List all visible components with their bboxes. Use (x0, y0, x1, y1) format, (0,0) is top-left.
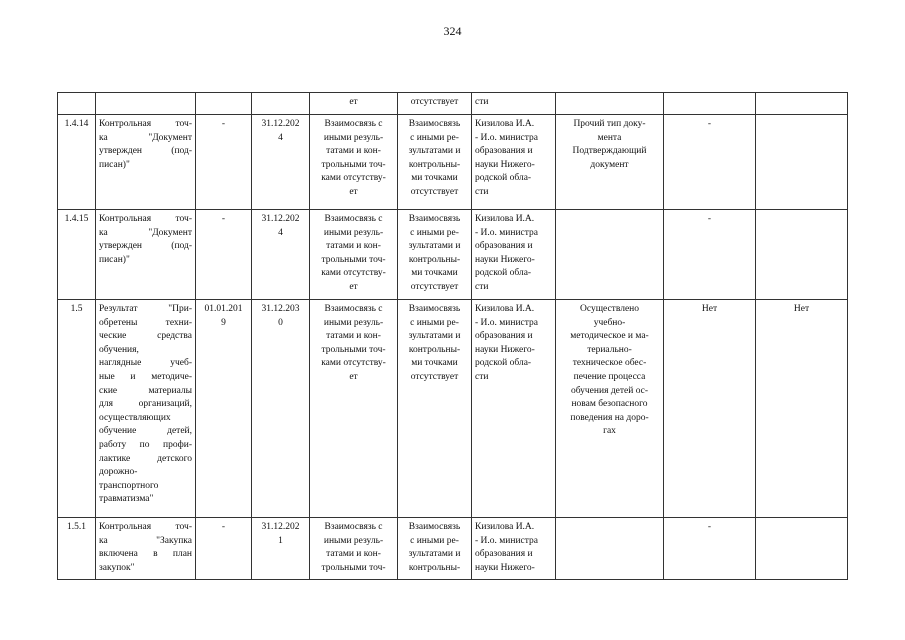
cell-text-line: Результат "При- (99, 304, 192, 314)
cell-text-line: зультатами и (408, 146, 461, 157)
cell-responsible (472, 300, 556, 518)
cell-responsible (472, 210, 556, 300)
cell-text-line: ет (349, 281, 358, 292)
cell-text-line: ками отсутству- (321, 358, 386, 369)
cell-text-line: родской обла- (475, 358, 532, 369)
cell-text-line: Взаимосвязь (408, 304, 461, 314)
cell-result (556, 93, 664, 115)
cell-text-line: образования и (475, 549, 533, 560)
table-row (58, 300, 848, 518)
cell-text-line: документ (590, 159, 629, 170)
cell-extra (756, 300, 848, 518)
cell-text-line: татами и кон- (326, 331, 381, 342)
cell-text-line: ет (349, 371, 358, 382)
cell-num (58, 518, 96, 580)
cell-text-line: ет (349, 97, 358, 107)
cell-text-line: зультатами и (408, 549, 461, 560)
cell-num (58, 210, 96, 300)
cell-extra (756, 210, 848, 300)
cell-text-line: писан)" (99, 159, 130, 170)
cell-text-line: - И.о. министра (475, 535, 538, 546)
cell-text-line: Контрольная точ- (99, 522, 192, 532)
cell-start (196, 300, 252, 518)
cell-text-line: закупок" (99, 562, 135, 573)
cell-text-line: Кизилова И.А. (475, 214, 535, 224)
cell-indicator (664, 93, 756, 115)
cell-docs (398, 93, 472, 115)
cell-text-line: обучения, (99, 344, 139, 355)
cell-text-line: транспортного (99, 480, 159, 491)
cell-text-line: Кизилова И.А. (475, 119, 535, 129)
cell-text-line: отсутствует (410, 371, 459, 382)
cell-text-line: ческие средства (99, 331, 192, 342)
cell-text-line: 1.4.15 (64, 214, 89, 224)
cell-text-line: техническое обес- (572, 358, 647, 369)
cell-text-line: ми точками (411, 268, 458, 279)
cell-text-line: ка "Закупка (99, 535, 192, 546)
cell-text-line: науки Нижего- (475, 344, 535, 355)
cell-text-line: наглядные учеб- (99, 358, 192, 369)
cell-text-line: иными резуль- (323, 227, 384, 238)
cell-responsible (472, 115, 556, 210)
cell-text-line: териально- (587, 344, 632, 355)
cell-docs (398, 518, 472, 580)
cell-text-line: обучения детей ос- (570, 385, 649, 396)
cell-num (58, 115, 96, 210)
cell-text-line: сти (475, 371, 489, 382)
cell-effect (310, 93, 398, 115)
cell-text-line: отсутствует (410, 186, 459, 197)
cell-end (252, 115, 310, 210)
cell-responsible (472, 93, 556, 115)
cell-result (556, 115, 664, 210)
cell-effect (310, 300, 398, 518)
cell-extra (756, 518, 848, 580)
cell-text-line: 1.4.14 (64, 119, 89, 129)
cell-text-line: отсутствует (410, 281, 459, 292)
cell-end (252, 300, 310, 518)
cell-num (58, 93, 96, 115)
cell-text-line: дорожно- (99, 467, 138, 478)
cell-text-line: ет (349, 186, 358, 197)
cell-indicator (664, 115, 756, 210)
cell-text-line: мента (597, 132, 622, 143)
cell-text-line: сти (475, 97, 489, 107)
cell-text-line: Взаимосвязь с (324, 214, 383, 224)
cell-name (96, 518, 196, 580)
cell-text-line: иными резуль- (323, 317, 384, 328)
cell-text-line: Подтверждающий (572, 146, 647, 157)
document-table (57, 92, 848, 580)
cell-docs (398, 115, 472, 210)
cell-text-line: контрольны- (408, 254, 461, 265)
cell-text-line: татами и кон- (326, 241, 381, 252)
cell-text-line: трольными точ- (321, 562, 386, 573)
cell-text-line: Осуществлено (580, 304, 639, 314)
page-number: 324 (443, 24, 462, 38)
table-row (58, 210, 848, 300)
cell-text-line: утвержден (под- (99, 146, 192, 157)
cell-text-line: ками отсутству- (321, 173, 386, 184)
cell-text-line: Кизилова И.А. (475, 522, 535, 532)
cell-text-line: науки Нижего- (475, 562, 535, 573)
cell-text-line: науки Нижего- (475, 254, 535, 265)
cell-text-line: - (707, 119, 712, 129)
cell-start (196, 115, 252, 210)
cell-text-line: 4 (278, 227, 283, 238)
cell-text-line: Нет (701, 304, 718, 314)
cell-text-line: трольными точ- (321, 254, 386, 265)
cell-end (252, 518, 310, 580)
cell-text-line: с иными ре- (410, 317, 459, 328)
cell-text-line: 0 (278, 317, 283, 328)
cell-text-line: татами и кон- (326, 549, 381, 560)
cell-text-line: сти (475, 281, 489, 292)
cell-indicator (664, 518, 756, 580)
cell-text-line: Прочий тип доку- (573, 119, 646, 129)
cell-docs (398, 300, 472, 518)
cell-name (96, 93, 196, 115)
cell-text-line: контрольны- (408, 159, 461, 170)
cell-text-line: Взаимосвязь (408, 214, 461, 224)
cell-text-line: 9 (221, 317, 226, 328)
cell-text-line: обучение детей, (99, 426, 192, 437)
cell-docs (398, 210, 472, 300)
cell-text-line: Контрольная точ- (99, 214, 192, 224)
cell-start (196, 210, 252, 300)
cell-text-line: ка "Документ (99, 132, 192, 143)
cell-text-line: - (707, 214, 712, 224)
cell-text-line: 1.5.1 (67, 522, 86, 532)
cell-text-line: иными резуль- (323, 132, 384, 143)
cell-effect (310, 210, 398, 300)
table-row (58, 518, 848, 580)
cell-text-line: печение процесса (573, 371, 646, 382)
cell-text-line: ские материалы (99, 385, 192, 396)
cell-text-line: новам безопасного (571, 399, 648, 410)
cell-text-line: - (221, 522, 226, 532)
cell-name (96, 210, 196, 300)
cell-effect (310, 115, 398, 210)
cell-text-line: татами и кон- (326, 146, 381, 157)
cell-text-line: включена в план (99, 549, 192, 560)
cell-result (556, 518, 664, 580)
cell-end (252, 93, 310, 115)
cell-start (196, 518, 252, 580)
cell-result (556, 210, 664, 300)
cell-indicator (664, 300, 756, 518)
table-body (58, 93, 848, 580)
cell-text-line: отсутствует (410, 97, 459, 107)
cell-text-line: утвержден (под- (99, 241, 192, 252)
cell-text-line: с иными ре- (410, 132, 459, 143)
cell-text-line: с иными ре- (410, 535, 459, 546)
cell-text-line: - (221, 214, 226, 224)
cell-num (58, 300, 96, 518)
cell-text-line: с иными ре- (410, 227, 459, 238)
cell-text-line: 01.01.201 (204, 304, 243, 314)
cell-text-line: Нет (793, 304, 810, 314)
cell-text-line: Взаимосвязь с (324, 304, 383, 314)
cell-text-line: образования и (475, 146, 533, 157)
cell-text-line: зультатами и (408, 241, 461, 252)
cell-text-line: Взаимосвязь с (324, 119, 383, 129)
cell-effect (310, 518, 398, 580)
cell-text-line: 31.12.202 (261, 119, 300, 129)
cell-text-line: трольными точ- (321, 159, 386, 170)
cell-text-line: - (221, 119, 226, 129)
cell-name (96, 115, 196, 210)
cell-text-line: гах (603, 426, 616, 437)
cell-text-line: Взаимосвязь (408, 522, 461, 532)
cell-text-line: контрольны- (408, 344, 461, 355)
cell-text-line: 31.12.202 (261, 522, 300, 532)
cell-result (556, 300, 664, 518)
cell-text-line: 31.12.202 (261, 214, 300, 224)
cell-text-line: - И.о. министра (475, 227, 538, 238)
cell-text-line: контрольны- (408, 562, 461, 573)
cell-text-line: травматизма" (99, 494, 154, 505)
cell-text-line: родской обла- (475, 173, 532, 184)
cell-text-line: науки Нижего- (475, 159, 535, 170)
cell-text-line: Взаимосвязь с (324, 522, 383, 532)
cell-text-line: поведения на доро- (570, 412, 649, 423)
cell-extra (756, 93, 848, 115)
cell-text-line: - И.о. министра (475, 317, 538, 328)
cell-text-line: - И.о. министра (475, 132, 538, 143)
cell-text-line: Взаимосвязь (408, 119, 461, 129)
cell-text-line: лактике детского (99, 453, 192, 464)
table-row-continuation (58, 93, 848, 115)
cell-text-line: методическое и ма- (570, 331, 649, 342)
cell-start (196, 93, 252, 115)
cell-text-line: - (707, 522, 712, 532)
cell-responsible (472, 518, 556, 580)
cell-extra (756, 115, 848, 210)
cell-text-line: трольными точ- (321, 344, 386, 355)
cell-text-line: обретены техни- (99, 317, 192, 328)
cell-text-line: для организаций, (99, 399, 192, 410)
cell-text-line: образования и (475, 331, 533, 342)
cell-text-line: работу по профи- (99, 439, 192, 450)
cell-text-line: 1.5 (70, 304, 83, 314)
cell-text-line: 31.12.203 (261, 304, 300, 314)
cell-text-line: образования и (475, 241, 533, 252)
cell-text-line: учебно- (593, 317, 626, 328)
cell-text-line: сти (475, 186, 489, 197)
cell-text-line: 4 (278, 132, 283, 143)
cell-indicator (664, 210, 756, 300)
cell-text-line: Контрольная точ- (99, 119, 192, 129)
cell-text-line: 1 (278, 535, 283, 546)
cell-text-line: Кизилова И.А. (475, 304, 535, 314)
cell-text-line: ка "Документ (99, 227, 192, 238)
cell-end (252, 210, 310, 300)
cell-text-line: иными резуль- (323, 535, 384, 546)
table-row (58, 115, 848, 210)
cell-text-line: ми точками (411, 173, 458, 184)
cell-text-line: писан)" (99, 254, 130, 265)
cell-text-line: ками отсутству- (321, 268, 386, 279)
cell-text-line: родской обла- (475, 268, 532, 279)
cell-text-line: осуществляющих (99, 412, 171, 423)
cell-text-line: ми точками (411, 358, 458, 369)
cell-name (96, 300, 196, 518)
cell-text-line: зультатами и (408, 331, 461, 342)
cell-text-line: ные и методиче- (99, 371, 192, 382)
